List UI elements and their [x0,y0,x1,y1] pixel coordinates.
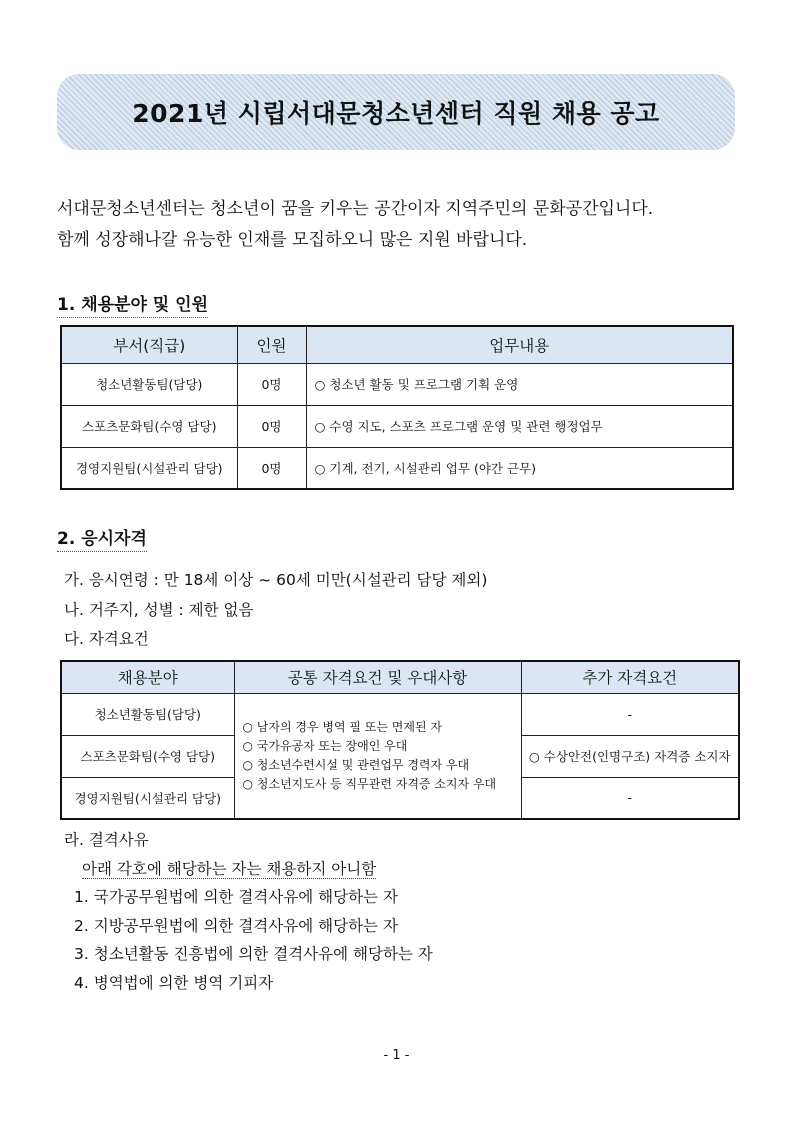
table-row [61,363,733,405]
dept-cell: 청소년활동팀(담당) [61,363,237,405]
intro-line: 서대문청소년센터는 청소년이 꿈을 키우는 공간이자 지역주민의 문화공간입니다. [57,199,654,219]
extra-cell: ○ 수상안전(인명구조) 자격증 소지자 [521,735,739,777]
table-row [61,693,739,735]
list-item: 3. 청소년활동 진흥법에 의한 결격사유에 해당하는 자 [74,945,433,963]
count-cell: 0명 [237,405,306,447]
title-banner [57,74,735,150]
disqualification-note: 아래 각호에 해당하는 자는 채용하지 아니함 [82,859,377,878]
disqualification-section [64,826,433,997]
section2-heading: 2. 응시자격 [57,524,147,552]
requirement-item: ○ 국가유공자 또는 장애인 우대 [242,738,408,753]
requirement-item: ○ 남자의 경우 병역 필 또는 면제된 자 [242,719,442,734]
duty-cell: ○ 수영 지도, 스포츠 프로그램 운영 및 관련 행정업무 [306,405,733,447]
intro-paragraph [57,194,747,256]
field-cell: 경영지원팀(시설관리 담당) [61,777,234,819]
qualification-list [64,566,487,655]
table-header-row [61,661,739,693]
common-requirements-cell [234,693,521,819]
recruitment-table [60,325,734,490]
header-extra: 추가 자격요건 [521,661,739,693]
intro-line: 함께 성장해나갈 유능한 인재를 모집하오니 많은 지원 바랍니다. [57,230,528,250]
list-item: 2. 지방공무원법에 의한 결격사유에 해당하는 자 [74,916,398,935]
duty-cell: ○ 기계, 전기, 시설관리 업무 (야간 근무) [306,447,733,489]
page-number: - 1 - [383,1048,410,1063]
count-cell: 0명 [237,363,306,405]
header-dept: 부서(직급) [61,326,237,363]
header-duty: 업무내용 [306,326,733,363]
header-field: 채용분야 [61,661,234,693]
section1-heading: 1. 채용분야 및 인원 [57,290,208,318]
disqualification-heading: 라. 결격사유 [64,831,149,849]
header-count: 인원 [237,326,306,363]
list-item: 다. 자격요건 [64,630,149,648]
requirement-item: ○ 청소년수련시설 및 관련업무 경력자 우대 [242,757,470,772]
header-common: 공통 자격요건 및 우대사항 [234,661,521,693]
list-item: 4. 병역법에 의한 병역 기피자 [74,973,274,992]
extra-cell: - [521,693,739,735]
disqualification-note-line [64,855,433,884]
list-item: 나. 거주지, 성별 : 제한 없음 [64,600,254,619]
field-cell: 청소년활동팀(담당) [61,693,234,735]
extra-cell: - [521,777,739,819]
count-cell: 0명 [237,447,306,489]
dept-cell: 스포츠문화팀(수영 담당) [61,405,237,447]
qualification-table [60,660,740,820]
dept-cell: 경영지원팀(시설관리 담당) [61,447,237,489]
table-row [61,405,733,447]
list-item: 1. 국가공무원법에 의한 결격사유에 해당하는 자 [74,888,398,906]
duty-cell: ○ 청소년 활동 및 프로그램 기획 운영 [306,363,733,405]
field-cell: 스포츠문화팀(수영 담당) [61,735,234,777]
list-item: 가. 응시연령 : 만 18세 이상 ~ 60세 미만(시설관리 담당 제외) [64,571,488,589]
table-row [61,447,733,489]
table-header-row [61,326,733,363]
page-title: 2021년 시립서대문청소년센터 직원 채용 공고 [132,99,660,128]
requirement-item: ○ 청소년지도사 등 직무관련 자격증 소지자 우대 [242,776,497,791]
